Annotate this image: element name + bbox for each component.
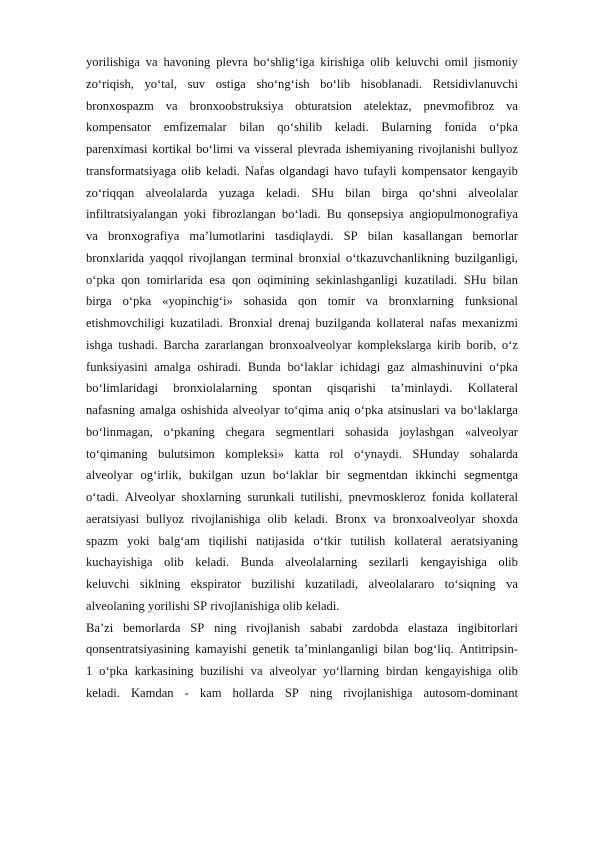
- word: ingibitorlari: [457, 620, 518, 635]
- word: havo: [334, 163, 359, 178]
- word: bilan: [345, 185, 371, 200]
- word: Bunda: [247, 359, 281, 374]
- word: parenximasi: [86, 142, 148, 156]
- word: va: [145, 55, 158, 69]
- word: qonsentratsiyasining: [86, 642, 190, 657]
- word: Bunda: [240, 555, 274, 570]
- word: Alveolyar: [124, 490, 176, 504]
- word: joylashgan: [399, 424, 454, 439]
- word: SP: [190, 620, 205, 635]
- word: keladi.: [86, 685, 120, 700]
- word: zo‘riqish,: [86, 76, 134, 91]
- word: tasdiqlaydi.: [275, 229, 334, 243]
- word: qon: [232, 272, 251, 287]
- word: aeratsiyaning: [450, 533, 518, 548]
- word: bronxoobstruksiya: [189, 98, 284, 113]
- word: o‘z: [501, 337, 518, 352]
- word: esa: [209, 272, 226, 287]
- word: ikkinchi: [415, 468, 457, 483]
- word: kortikal: [152, 142, 192, 156]
- word: bilan: [492, 272, 518, 287]
- word: SHunday: [412, 446, 460, 461]
- word: alveolalarda: [145, 185, 208, 200]
- word: gaz: [386, 359, 405, 374]
- word: sababi: [310, 620, 343, 635]
- text-line: [86, 204, 518, 226]
- word: keluvchi: [395, 55, 440, 69]
- word: obturatsion: [295, 98, 352, 113]
- word: olib: [181, 163, 201, 178]
- word: ning: [214, 620, 237, 635]
- word: o‘tkazuvchanlikning: [345, 250, 450, 265]
- word: shoxlarning: [181, 490, 242, 504]
- word: visseral: [254, 142, 293, 156]
- word: bronxoalveolyar: [392, 511, 476, 526]
- word: bilan: [383, 642, 409, 657]
- word: qo‘shilib: [277, 120, 323, 135]
- word: yorilishi: [147, 598, 190, 613]
- word: va: [373, 511, 386, 526]
- word: kuzatiladi.: [404, 272, 458, 287]
- word: yaqqol: [149, 250, 184, 265]
- word: uzun: [240, 468, 266, 483]
- word: o‘tkir: [313, 533, 342, 548]
- text-line: [86, 444, 518, 466]
- word: alveolyar: [86, 468, 133, 483]
- word: natijasida: [256, 533, 305, 548]
- word: SP: [343, 229, 358, 243]
- word: mexanizmi: [462, 316, 518, 330]
- word: Antitripsin-: [459, 642, 518, 657]
- word: funksional: [464, 294, 518, 309]
- word: hollarda: [232, 685, 274, 700]
- word: bronxlarida: [86, 250, 145, 265]
- word: Barcha: [163, 337, 200, 352]
- word: atelektaz,: [363, 98, 412, 113]
- text-line: [86, 574, 518, 596]
- word: siklning: [139, 577, 181, 591]
- word: kirishiga: [320, 55, 365, 69]
- word: yoki: [127, 533, 150, 548]
- word: keladi.: [205, 163, 240, 178]
- word: katta: [294, 446, 319, 461]
- word: va: [506, 98, 518, 113]
- word: «alveolyar: [464, 424, 518, 439]
- word: o‘ynaydi.: [353, 446, 402, 461]
- word: segmentdan: [347, 468, 408, 483]
- word: bronxial: [298, 250, 341, 265]
- text-line: [86, 465, 518, 487]
- text-line: [86, 52, 518, 74]
- word: olgandagi: [279, 163, 330, 178]
- word: to‘qimaning: [86, 446, 148, 461]
- word: bo‘limlaridagi: [86, 381, 159, 396]
- word: bo‘laklar: [287, 359, 333, 374]
- word: qon: [121, 272, 141, 287]
- word: havoning: [163, 55, 211, 69]
- word: tiqilishi: [208, 533, 248, 548]
- word: qon: [298, 294, 317, 309]
- word: kollateral: [394, 533, 442, 548]
- word: ishga: [86, 337, 113, 352]
- word: og‘irlik,: [140, 468, 182, 483]
- word: keluvchi: [86, 577, 130, 591]
- word: SP: [193, 598, 208, 613]
- word: zardobda: [352, 620, 399, 635]
- word: emfizemalar: [163, 120, 227, 135]
- word: yorilishiga: [86, 55, 140, 69]
- word: fonida: [431, 490, 465, 504]
- word: Bronxial: [228, 316, 273, 330]
- text-line: [86, 509, 518, 531]
- word: bronxoalveolyar: [269, 337, 352, 352]
- word: Kollateral: [467, 381, 518, 396]
- word: bo‘laklar: [272, 468, 319, 483]
- word: o‘pka: [99, 664, 128, 678]
- word: tomir: [327, 294, 356, 309]
- word: pnevmofibroz: [423, 98, 495, 113]
- word: kengayishiga: [425, 664, 492, 678]
- word: tushadi.: [118, 337, 158, 352]
- word: kengayishiga: [420, 555, 487, 570]
- word: yo‘llarning: [323, 664, 380, 678]
- word: sohasida: [243, 294, 288, 309]
- word: Bularning: [381, 120, 432, 135]
- word: alveolyar: [269, 664, 317, 678]
- word: kompleksi»: [225, 446, 284, 461]
- word: buzilishi: [200, 664, 244, 678]
- word: komplekslarga: [357, 337, 432, 352]
- word: 1: [86, 664, 93, 678]
- word: o‘pka: [489, 359, 518, 374]
- text-line: [86, 96, 518, 118]
- text-line: [86, 422, 518, 444]
- word: birga: [86, 294, 112, 309]
- word: hisoblanadi.: [360, 76, 423, 91]
- word: tutilish: [350, 533, 386, 548]
- word: ma’lumotlarini: [189, 229, 265, 243]
- word: olib: [164, 555, 184, 570]
- word: bemorlar: [472, 229, 518, 243]
- word: rol: [329, 446, 344, 461]
- word: yuzaga: [218, 185, 255, 200]
- word: kompensator: [401, 163, 467, 178]
- word: ta’minlanganligi: [294, 642, 379, 657]
- word: kirib: [437, 337, 461, 352]
- word: bronxlarning: [388, 294, 454, 309]
- word: rivojlanishiga: [191, 511, 261, 526]
- word: va: [165, 98, 178, 113]
- word: shoxda: [482, 511, 518, 526]
- word: zo‘riqqan: [86, 185, 135, 200]
- word: bulutsimon: [158, 446, 215, 461]
- word: va: [250, 664, 263, 678]
- word: rivojlanishi: [418, 142, 476, 156]
- word: tomirlarida: [146, 272, 203, 287]
- word: bir: [325, 468, 340, 483]
- word: surunkali: [247, 490, 295, 504]
- word: o‘pkaning: [163, 424, 215, 439]
- word: qo‘shni: [419, 185, 457, 200]
- word: plevra: [216, 55, 248, 69]
- word: bog‘liq.: [414, 642, 454, 657]
- word: olib: [370, 55, 390, 69]
- text-line: [86, 531, 518, 553]
- text-line: [86, 661, 518, 683]
- word: segmentga: [464, 468, 518, 483]
- text-line: [86, 183, 518, 205]
- word: olib: [282, 598, 303, 613]
- word: sekinlashganligi: [315, 272, 398, 287]
- word: fibrozlangan: [212, 207, 276, 222]
- word: to‘siqning: [444, 577, 496, 591]
- word: o‘tadi.: [86, 490, 119, 504]
- word: bronxiolalarning: [173, 381, 258, 396]
- text-line: [86, 248, 518, 270]
- word: borib,: [466, 337, 497, 352]
- word: ekspirator: [190, 577, 242, 591]
- word: elastaza: [408, 620, 448, 635]
- text-line: [86, 335, 518, 357]
- text-line: [86, 161, 518, 183]
- word: terminal: [251, 250, 294, 265]
- word: birga: [381, 185, 408, 200]
- word: va: [86, 229, 98, 243]
- word: alveolaning: [86, 598, 145, 613]
- word: -: [184, 685, 189, 700]
- word: bo‘shlig‘iga: [253, 55, 315, 69]
- word: kuzatiladi.: [170, 316, 223, 330]
- word: yo‘tal,: [144, 76, 178, 91]
- word: SP: [284, 685, 299, 700]
- word: bullyoz: [146, 511, 185, 526]
- word: va: [237, 142, 250, 156]
- text-line: [86, 117, 518, 139]
- word: bo‘limi: [196, 142, 234, 156]
- word: Bronx: [335, 511, 367, 526]
- word: kam: [199, 685, 222, 700]
- word: SHu: [311, 185, 334, 200]
- text-line: [86, 487, 518, 509]
- word: aeratsiyasi: [86, 511, 140, 526]
- word: sohalarda: [469, 446, 518, 461]
- text-line: [86, 291, 518, 313]
- word: buzilganligi,: [454, 250, 518, 265]
- word: bo‘laklarga: [460, 403, 518, 417]
- word: sezilarli: [368, 555, 409, 570]
- word: kollateral: [376, 316, 425, 330]
- word: bukilgan: [189, 468, 234, 483]
- text-line: [86, 618, 518, 640]
- word: ta’minlaydi.: [391, 381, 453, 396]
- text-line: [86, 357, 518, 379]
- word: SHu: [463, 272, 487, 287]
- word: etishmovchiligi: [86, 316, 165, 330]
- word: to‘qima: [284, 403, 324, 417]
- word: oshishida: [180, 403, 229, 417]
- word: Bu: [326, 207, 342, 222]
- word: bilan: [367, 229, 393, 243]
- word: karkasining: [134, 664, 194, 678]
- word: alveolalararo: [368, 577, 435, 591]
- word: bo‘linmagan,: [86, 424, 153, 439]
- text-line: [86, 74, 518, 96]
- word: amalga: [139, 403, 176, 417]
- word: qonsepsiya: [347, 207, 404, 222]
- text-line: [86, 226, 518, 248]
- word: atsinuslari: [387, 403, 440, 417]
- word: autosom-dominant: [423, 685, 518, 700]
- word: suv: [187, 76, 206, 91]
- word: bemorlarda: [123, 620, 181, 635]
- word: bullyoz: [480, 142, 518, 156]
- word: alveolyar: [232, 403, 280, 417]
- word: tutilishi,: [300, 490, 343, 504]
- text-line: [86, 596, 518, 618]
- word: segmentlari: [275, 424, 335, 439]
- word: omil: [444, 55, 468, 69]
- word: rivojlanishiga: [210, 598, 280, 613]
- word: kompensator: [86, 120, 152, 135]
- word: olib: [498, 555, 518, 570]
- word: bo‘lib: [320, 76, 351, 91]
- word: bronxospazm: [86, 98, 154, 113]
- word: bilan: [239, 120, 265, 135]
- word: alveolalar: [468, 185, 518, 200]
- word: kengayib: [471, 163, 518, 178]
- word: buzilganda: [315, 316, 371, 330]
- word: alveolalarning: [285, 555, 358, 570]
- word: spazm: [86, 533, 119, 548]
- word: bronxografiya: [107, 229, 180, 243]
- text-line: [86, 639, 518, 661]
- word: funksiyasini: [86, 359, 148, 374]
- word: transformatsiyaga: [86, 163, 177, 178]
- word: olib: [498, 664, 518, 678]
- word: aniq: [328, 403, 350, 417]
- word: o‘pka: [489, 120, 518, 135]
- word: o‘pka: [86, 272, 115, 287]
- word: rivojlanishiga: [343, 685, 413, 700]
- word: va: [444, 403, 457, 417]
- word: jismoniy: [473, 55, 518, 69]
- word: ichidagi: [339, 359, 381, 374]
- word: pnevmoskleroz: [348, 490, 426, 504]
- word: tufayli: [363, 163, 397, 178]
- word: sho‘ng‘ish: [256, 76, 310, 91]
- body-text: [86, 52, 518, 705]
- word: kamayishi: [195, 642, 247, 657]
- word: va: [366, 294, 378, 309]
- word: yoki: [183, 207, 207, 222]
- word: Kamdan: [130, 685, 174, 700]
- word: birdan: [385, 664, 419, 678]
- word: o‘pka: [122, 294, 152, 309]
- word: keladi.: [334, 120, 369, 135]
- text-line: [86, 139, 518, 161]
- word: keladi.: [265, 185, 300, 200]
- text-line: [86, 552, 518, 574]
- word: «yopinchig‘i»: [162, 294, 233, 309]
- word: amalga: [154, 359, 191, 374]
- word: kasallangan: [402, 229, 463, 243]
- word: rivojlangan: [188, 250, 247, 265]
- word: va: [506, 577, 518, 591]
- word: ishemiyaning: [345, 142, 414, 156]
- word: zararlangan: [204, 337, 264, 352]
- word: kuchayishiga: [86, 555, 153, 570]
- word: sohasida: [345, 424, 389, 439]
- word: olib: [267, 511, 288, 526]
- word: drenaj: [278, 316, 310, 330]
- word: angiopulmonografiya: [409, 207, 518, 222]
- word: kollateral: [470, 490, 518, 504]
- word: keladi.: [305, 598, 340, 613]
- word: kuzatiladi,: [305, 577, 359, 591]
- word: Ba’zi: [86, 620, 114, 635]
- text-line: [86, 378, 518, 400]
- word: qisqarishi: [326, 381, 376, 396]
- text-line: [86, 270, 518, 292]
- word: plevrada: [297, 142, 341, 156]
- word: ning: [309, 685, 333, 700]
- text-line: [86, 400, 518, 422]
- word: nafas: [429, 316, 457, 330]
- word: infiltratsiyalangan: [86, 207, 178, 222]
- word: fonida: [444, 120, 477, 135]
- word: buzilishi: [251, 577, 295, 591]
- word: o‘pka: [354, 403, 384, 417]
- word: chegara: [225, 424, 265, 439]
- text-line: [86, 313, 518, 335]
- word: Retsidivlanuvchi: [432, 76, 518, 91]
- word: Nafas: [244, 163, 275, 178]
- word: oqimining: [257, 272, 310, 287]
- word: spontan: [272, 381, 312, 396]
- word: keladi.: [294, 511, 329, 526]
- word: balg‘am: [158, 533, 200, 548]
- word: oshiradi.: [197, 359, 242, 374]
- word: ostiga: [215, 76, 246, 91]
- word: rivojlanish: [246, 620, 301, 635]
- word: keladi.: [195, 555, 230, 570]
- word: almashinuvini: [411, 359, 483, 374]
- word: bo‘ladi.: [281, 207, 321, 222]
- word: nafasning: [86, 403, 135, 417]
- text-line: [86, 683, 518, 705]
- word: genetik: [252, 642, 290, 657]
